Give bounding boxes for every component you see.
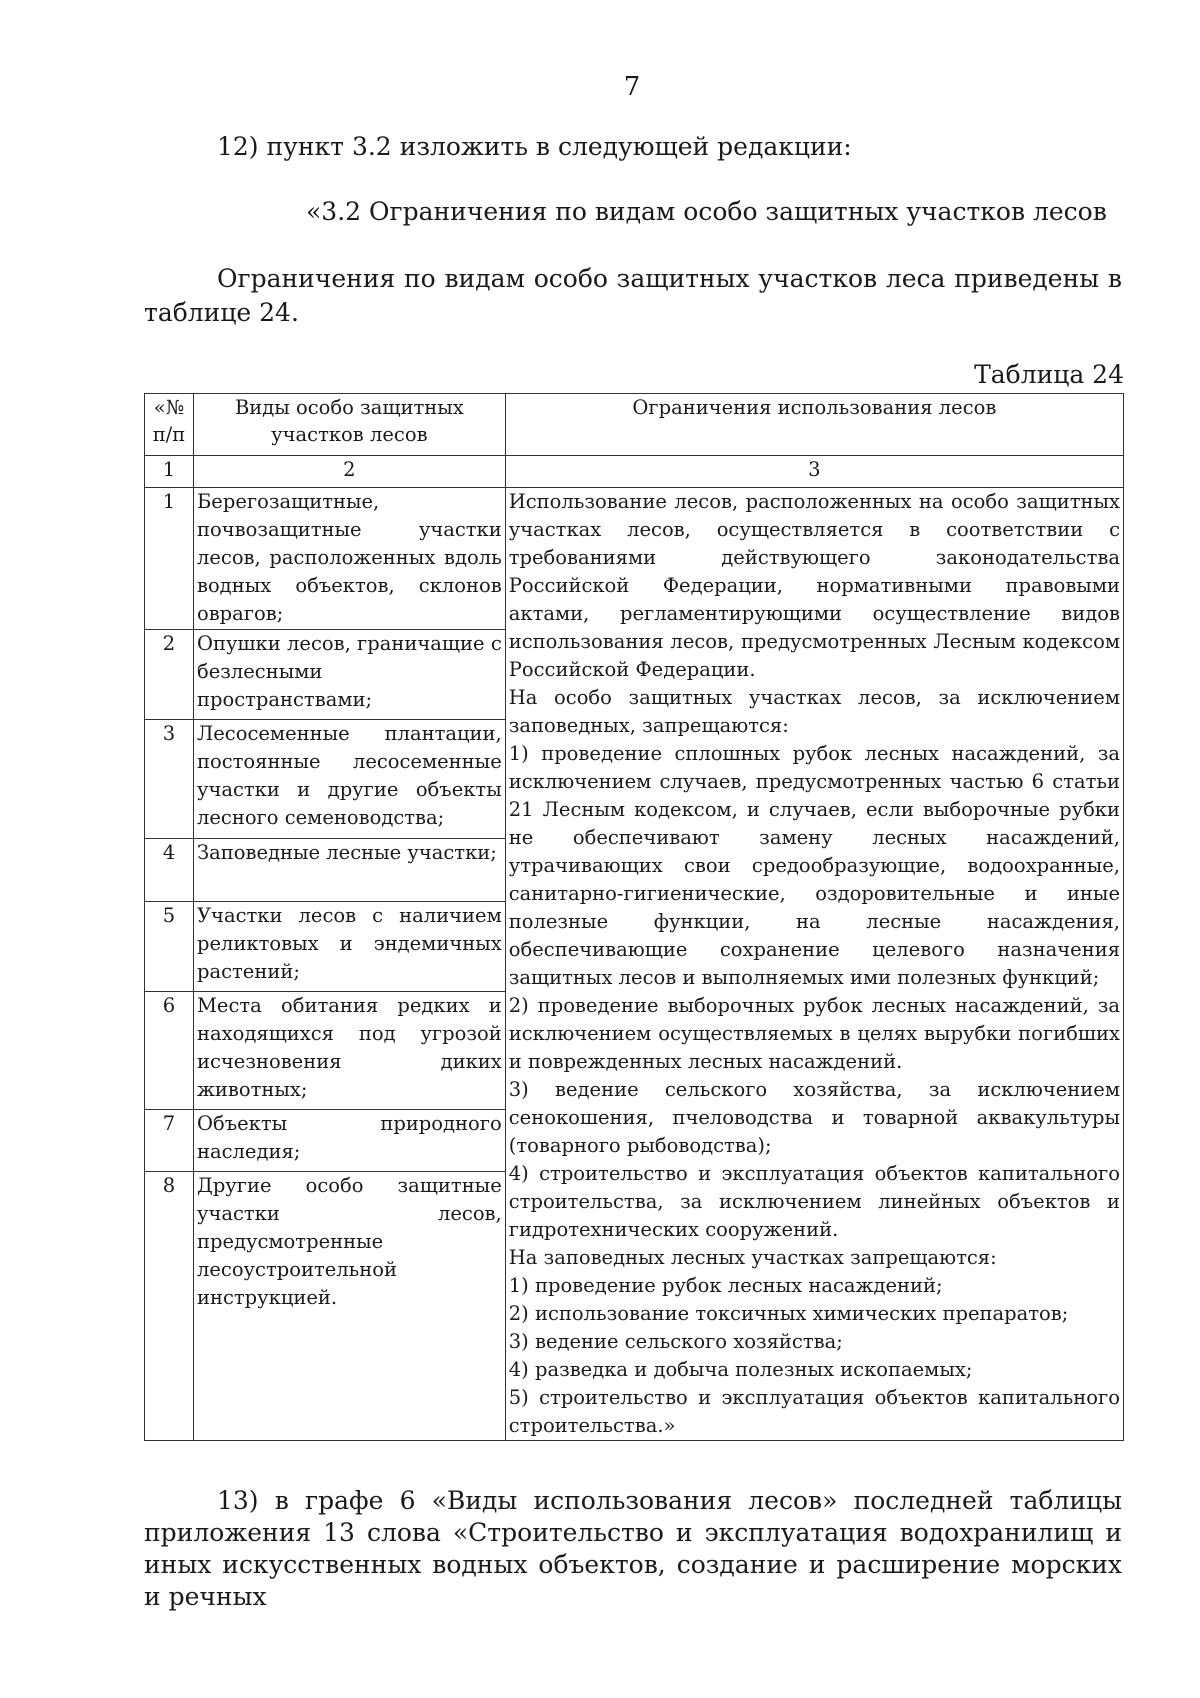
restrictions-cell bbox=[505, 488, 1123, 1441]
restriction-paragraph: 4) разведка и добыча полезных ископаемых; bbox=[508, 1358, 973, 1381]
restriction-paragraph: 3) ведение сельского хозяйства; bbox=[508, 1330, 843, 1353]
row-number: 3 bbox=[145, 720, 194, 839]
row-kind: Берегозащитные, почвозащитные участки лесов, расположенных вдоль водных объектов, склонов оврагов; bbox=[193, 488, 505, 630]
column-number-row bbox=[145, 456, 1124, 488]
row-kind: Места обитания редких и находящихся под угрозой исчезновения диких животных; bbox=[193, 992, 505, 1110]
restriction-paragraph: 1) проведение рубок лесных насаждений; bbox=[508, 1274, 943, 1297]
restriction-paragraph: 3) ведение сельского хозяйства, за исключением сенокошения, пчеловодства и товарной аквакультуры (товарного рыбоводства); bbox=[508, 1078, 1120, 1157]
column-number: 2 bbox=[193, 456, 505, 488]
restriction-paragraph: На особо защитных участках лесов, за исключением заповедных, запрещаются: bbox=[508, 686, 1120, 737]
row-kind: Другие особо защитные участки лесов, предусмотренные лесоустроительной инструкцией. bbox=[193, 1172, 505, 1441]
column-number: 3 bbox=[505, 456, 1123, 488]
restriction-paragraph: На заповедных лесных участках запрещаются: bbox=[508, 1246, 997, 1269]
column-number: 1 bbox=[145, 456, 194, 488]
table-caption: Таблица 24 bbox=[974, 360, 1124, 389]
restriction-paragraph: 1) проведение сплошных рубок лесных насаждений, за исключением случаев, предусмотренных частью 6 статьи 21 Лесным кодексом, и случаев, если выборочные рубки не обеспечивают замену лесных насаждений, утрачивающих свои средообразующие, водоохранные, санитарно-гигиенические, оздоровительные и иные полезные функции, на лесные насаждения, обеспечивающие сохранение целевого назначения защитных лесов и выполняемых ими полезных функций; bbox=[508, 742, 1120, 989]
amendment-item-13 bbox=[144, 1485, 1122, 1613]
restriction-paragraph: 5) строительство и эксплуатация объектов капитального строительства.» bbox=[508, 1386, 1120, 1437]
row-kind: Заповедные лесные участки; bbox=[193, 839, 505, 901]
table-row bbox=[145, 488, 1124, 630]
restriction-paragraph: 2) использование токсичных химических препаратов; bbox=[508, 1302, 1069, 1325]
restriction-paragraph: Использование лесов, расположенных на особо защитных участках лесов, осуществляется в соответствии с требованиями действующего законодательства Российской Федерации, нормативными правовыми актами, регламентирующими осуществление видов использования лесов, предусмотренных Лесным кодексом Российской Федерации. bbox=[508, 490, 1120, 681]
page-number: 7 bbox=[623, 72, 641, 102]
intro-paragraph bbox=[144, 262, 1122, 330]
amendment-item-12: 12) пункт 3.2 изложить в следующей редакции: bbox=[217, 132, 852, 161]
intro-text: Ограничения по видам особо защитных участков леса приведены в таблице 24. bbox=[144, 264, 1122, 327]
row-number: 1 bbox=[145, 488, 194, 630]
row-kind: Опушки лесов, граничащие с безлесными пространствами; bbox=[193, 629, 505, 720]
restriction-paragraph: 2) проведение выборочных рубок лесных насаждений, за исключением осуществляемых в целях вырубки погибших и поврежденных лесных насаждений. bbox=[508, 994, 1120, 1073]
row-number: 8 bbox=[145, 1172, 194, 1441]
restriction-paragraph: 4) строительство и эксплуатация объектов капитального строительства, за исключением линейных объектов и гидротехнических сооружений. bbox=[508, 1162, 1120, 1241]
row-number: 4 bbox=[145, 839, 194, 901]
row-number: 6 bbox=[145, 992, 194, 1110]
section-subheading: «3.2 Ограничения по видам особо защитных участков лесов bbox=[306, 197, 1107, 226]
row-kind: Лесосеменные плантации, постоянные лесосеменные участки и другие объекты лесного семеноводства; bbox=[193, 720, 505, 839]
table-header-row bbox=[145, 394, 1124, 456]
row-number: 2 bbox=[145, 629, 194, 720]
row-number: 5 bbox=[145, 901, 194, 992]
row-number: 7 bbox=[145, 1109, 194, 1171]
header-kinds: Виды особо защитных участков лесов bbox=[193, 394, 505, 456]
closing-text: 13) в графе 6 «Виды использования лесов» последней таблицы приложения 13 слова «Строительство и эксплуатация водохранилищ и иных искусственных водных объектов, создание и расширение морских и речных bbox=[144, 1486, 1122, 1611]
header-restrictions: Ограничения использования лесов bbox=[505, 394, 1123, 456]
header-number: «№ п/п bbox=[145, 394, 194, 456]
restrictions-table bbox=[144, 393, 1124, 1441]
row-kind: Объекты природного наследия; bbox=[193, 1109, 505, 1171]
row-kind: Участки лесов с наличием реликтовых и эндемичных растений; bbox=[193, 901, 505, 992]
